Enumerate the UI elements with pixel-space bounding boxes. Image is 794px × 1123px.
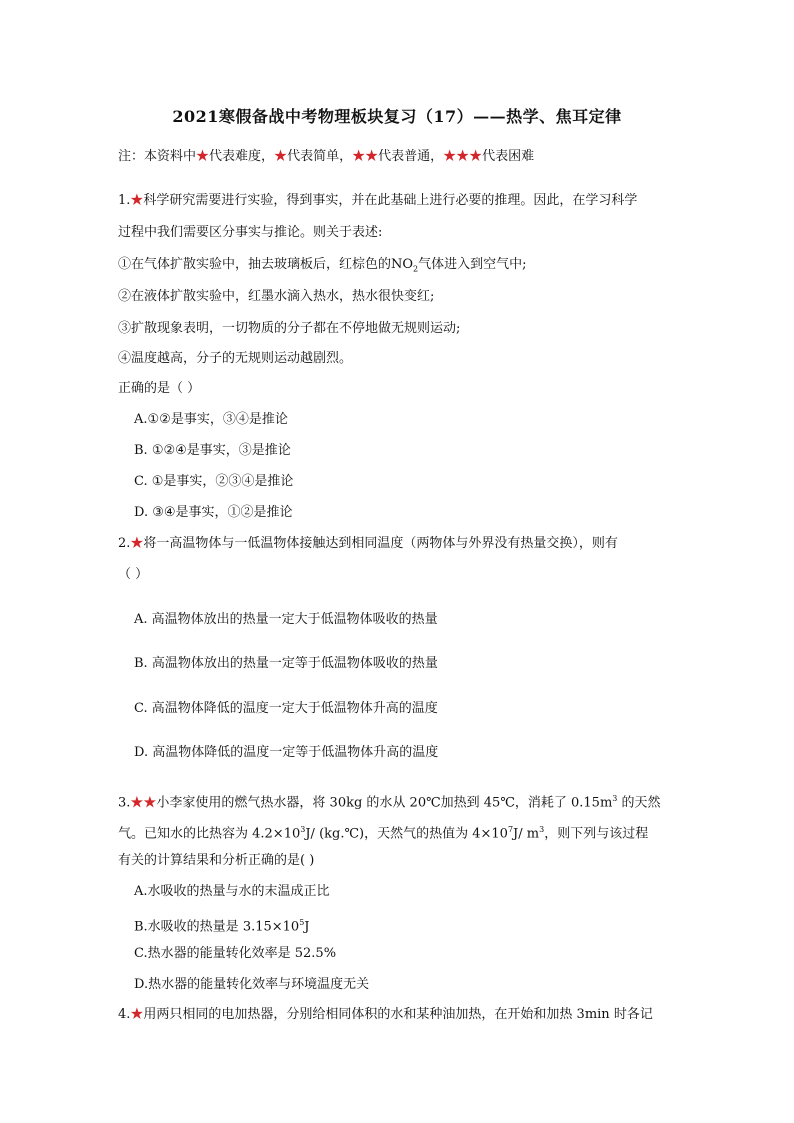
q3-stem-line3: 有关的计算结果和分析正确的是( ) xyxy=(118,853,315,868)
star-icon: ★★ xyxy=(130,795,157,811)
star-icon: ★ xyxy=(130,1007,144,1022)
q3-option-a: A.水吸收的热量与水的末温成正比 xyxy=(134,884,330,899)
star-icon: ★ xyxy=(130,536,144,551)
q1-option-d: D. ③④是事实，①②是推论 xyxy=(134,505,293,520)
q1-statement-2: ②在液体扩散实验中，红墨水滴入热水，热水很快变红; xyxy=(118,289,435,304)
q1-ask: 正确的是（ ） xyxy=(118,381,201,396)
q3-option-c: C.热水器的能量转化效率是 52.5% xyxy=(134,946,337,961)
star-icon: ★★★ xyxy=(443,149,483,164)
q2-stem-line1: 2.★将一高温物体与一低温物体接触达到相同温度（两物体与外界没有热量交换），则有 xyxy=(118,536,618,551)
star-icon: ★ xyxy=(130,193,144,208)
q1-statement-1: ①在气体扩散实验中，抽去玻璃板后，红棕色的$NO_2$气体进入到空气中; xyxy=(118,257,527,274)
star-icon: ★★ xyxy=(352,149,379,164)
q2-option-b: B. 高温物体放出的热量一定等于低温物体吸收的热量 xyxy=(134,656,438,671)
q1-stem-line1: 1.★科学研究需要进行实验，得到事实，并在此基础上进行必要的推理。因此，在学习科学 xyxy=(118,193,638,208)
q2-option-a: A. 高温物体放出的热量一定大于低温物体吸收的热量 xyxy=(134,612,438,627)
q3-option-b: B.水吸收的热量是 $3.15\times 10^5J$ xyxy=(134,918,310,935)
star-icon: ★ xyxy=(196,149,210,164)
q2-option-c: C. 高温物体降低的温度一定大于低温物体升高的温度 xyxy=(134,701,438,716)
difficulty-note: 注：本资料中★代表难度，★代表简单，★★代表普通，★★★代表困难 xyxy=(118,149,535,164)
q1-statement-4: ④温度越高，分子的无规则运动越剧烈。 xyxy=(118,351,353,366)
q1-option-a: A.①②是事实，③④是推论 xyxy=(134,412,288,427)
q2-option-d: D. 高温物体降低的温度一定等于低温物体升高的温度 xyxy=(134,745,439,760)
q3-stem-line2: 气。已知水的比热容为 $4.2\times 10^3J/$ (kg.℃)，天然气的热值为 $4\times 10^7J/$ $m^3$，则下列与该过程 xyxy=(118,825,649,842)
q1-option-b: B. ①②④是事实，③是推论 xyxy=(134,443,291,458)
page-title: 2021寒假备战中考物理板块复习（17）——热学、焦耳定律 xyxy=(172,107,622,126)
q1-statement-3: ③扩散现象表明，一切物质的分子都在不停地做无规则运动; xyxy=(118,321,461,336)
q3-stem-line1: 3.★★小李家使用的燃气热水器，将 30kg 的水从 20℃加热到 45℃，消耗了 $0.15m^3$ 的天然 xyxy=(118,794,661,811)
q1-stem-line2: 过程中我们需要区分事实与推论。则关于表述: xyxy=(118,225,383,240)
q3-option-d: D.热水器的能量转化效率与环境温度无关 xyxy=(134,977,370,992)
q4-stem-line1: 4.★用两只相同的电加热器，分别给相同体积的水和某种油加热，在开始和加热 3min 时各记 xyxy=(118,1007,653,1022)
q1-option-c: C. ①是事实，②③④是推论 xyxy=(134,474,294,489)
star-icon: ★ xyxy=(274,149,288,164)
q2-stem-line2: （ ） xyxy=(118,567,149,582)
